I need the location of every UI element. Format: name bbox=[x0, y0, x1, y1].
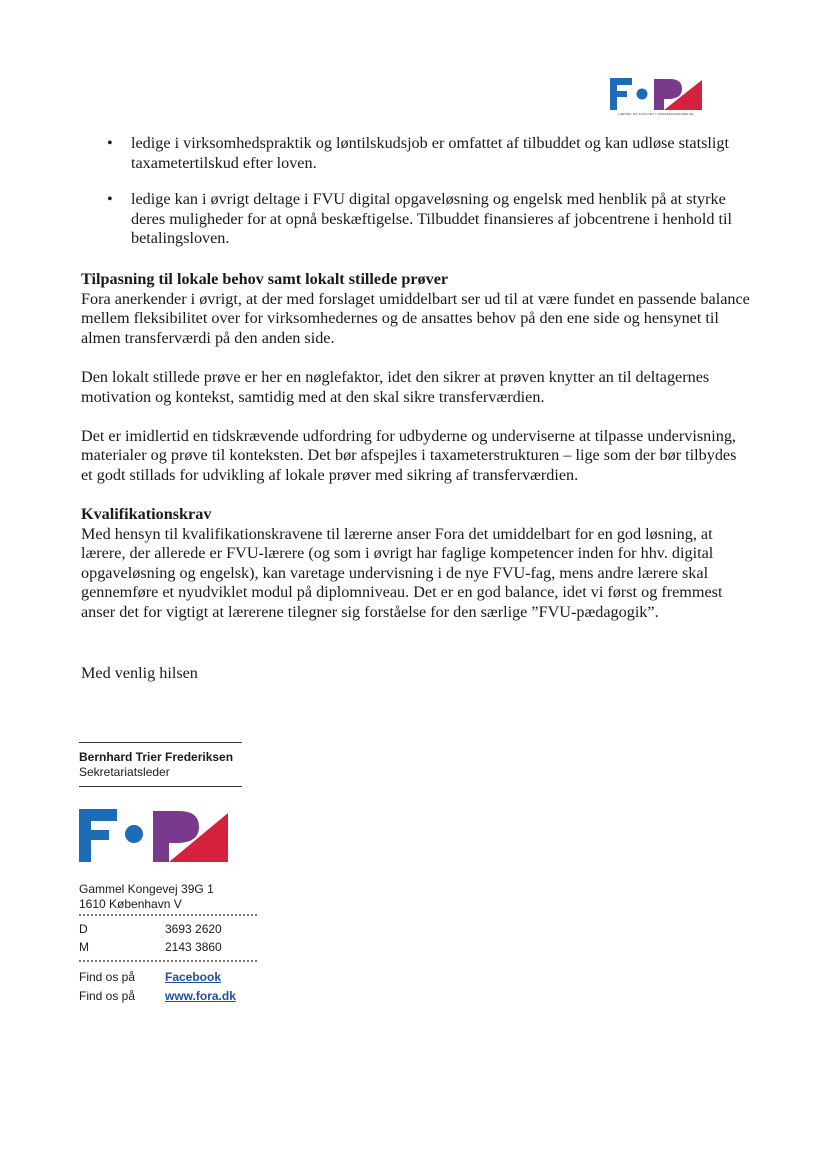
address-line: 1610 København V bbox=[79, 897, 182, 911]
contact-list bbox=[79, 920, 259, 956]
contact-value: 3693 2620 bbox=[165, 922, 222, 936]
bullet-text: ledige kan i øvrigt deltage i FVU digital opgaveløsning og engelsk med henblik på at styrke deres muligheder for at opnå beskæftigelse. Tilbuddet finansieres af jobcentrene i henhold til betalingsloven. bbox=[131, 190, 733, 248]
contact-label: D bbox=[79, 922, 88, 936]
paragraph: Det er imidlertid en tidskrævende udfordring for udbyderne og underviserne at tilpasse undervisning, materialer og prøve til konteksten. Det bør afspejles i taxameterstrukturen – lige som der bør tilbydes et godt stillads for udvikling af lokale prøver med sikring af transferværdien. bbox=[81, 426, 737, 484]
paragraph: Den lokalt stillede prøve er her en nøglefaktor, idet den sikrer at prøven knytter an til deltagernes motivation og kontekst, samtidig med at den skal sikre transferværdien. bbox=[81, 367, 710, 406]
facebook-link[interactable]: Facebook bbox=[165, 970, 222, 984]
bullet-list bbox=[81, 134, 751, 249]
list-item bbox=[81, 134, 751, 173]
signer-title: Sekretariatsleder bbox=[79, 765, 170, 779]
contact-row-direct bbox=[79, 920, 259, 938]
paragraph: Med hensyn til kvalifikationskravene til lærerne anser Fora det umiddelbart for en god løsning, at lærere, der allerede er FVU-lærere (og som i øvrigt har faglige kompetencer inden for hhv. digital opgaveløsning og engelsk), kan varetage undervisning i de nye FVU-fag, mens andre lærere skal gennemføre et nyudviklet modul på diplomniveau. Det er en god balance, idet vi først og fremmest anser det for vigtigt at lærerene tilegner sig forståelse for den særlige ”FVU-pædagogik”. bbox=[81, 524, 723, 622]
dotted-divider bbox=[79, 960, 257, 962]
bullet-text: ledige i virksomhedspraktik og løntilskudsjob er omfattet af tilbuddet og kan udløse statsligt taxametertilskud efter loven. bbox=[131, 134, 729, 172]
divider bbox=[79, 786, 242, 787]
find-row-website bbox=[79, 987, 259, 1006]
signature-block bbox=[79, 742, 259, 1006]
fora-logo-header bbox=[608, 76, 704, 118]
contact-label: M bbox=[79, 940, 89, 954]
list-item bbox=[81, 190, 751, 249]
contact-row-mobile bbox=[79, 938, 259, 956]
address bbox=[79, 882, 259, 912]
section-qualifications bbox=[81, 505, 751, 623]
find-us-list bbox=[79, 968, 259, 1006]
fora-logo-signature bbox=[79, 805, 229, 863]
section-heading: Kvalifikationskrav bbox=[81, 505, 212, 524]
bullet-icon: • bbox=[107, 190, 113, 209]
find-label: Find os på bbox=[79, 989, 136, 1003]
paragraph: Fora anerkender i øvrigt, at der med forslaget umiddelbart ser ud til at være fundet en passende balance mellem fleksibilitet over for virksomhedernes og de ansattes behov på den ene side og hensynet til almen transferværdi på den anden side. bbox=[81, 289, 750, 347]
fora-logo-icon bbox=[608, 76, 704, 112]
fora-logo-icon bbox=[79, 805, 229, 863]
find-label: Find os på bbox=[79, 970, 136, 984]
section-heading: Tilpasning til lokale behov samt lokalt stillede prøver bbox=[81, 269, 449, 288]
address-line: Gammel Kongevej 39G 1 bbox=[79, 882, 214, 896]
dotted-divider bbox=[79, 914, 257, 916]
logo-tagline: LÆRING OG KVALITET I VOKSENUDDANNELSE bbox=[618, 112, 694, 116]
letter-body bbox=[81, 134, 751, 683]
closing-greeting: Med venlig hilsen bbox=[81, 663, 198, 682]
signer-name: Bernhard Trier Frederiksen bbox=[79, 750, 234, 764]
section-local-needs bbox=[81, 270, 751, 486]
contact-value: 2143 3860 bbox=[165, 940, 222, 954]
bullet-icon: • bbox=[107, 134, 113, 152]
divider bbox=[79, 742, 242, 743]
find-row-facebook bbox=[79, 968, 259, 987]
website-link[interactable]: www.fora.dk bbox=[165, 989, 236, 1003]
